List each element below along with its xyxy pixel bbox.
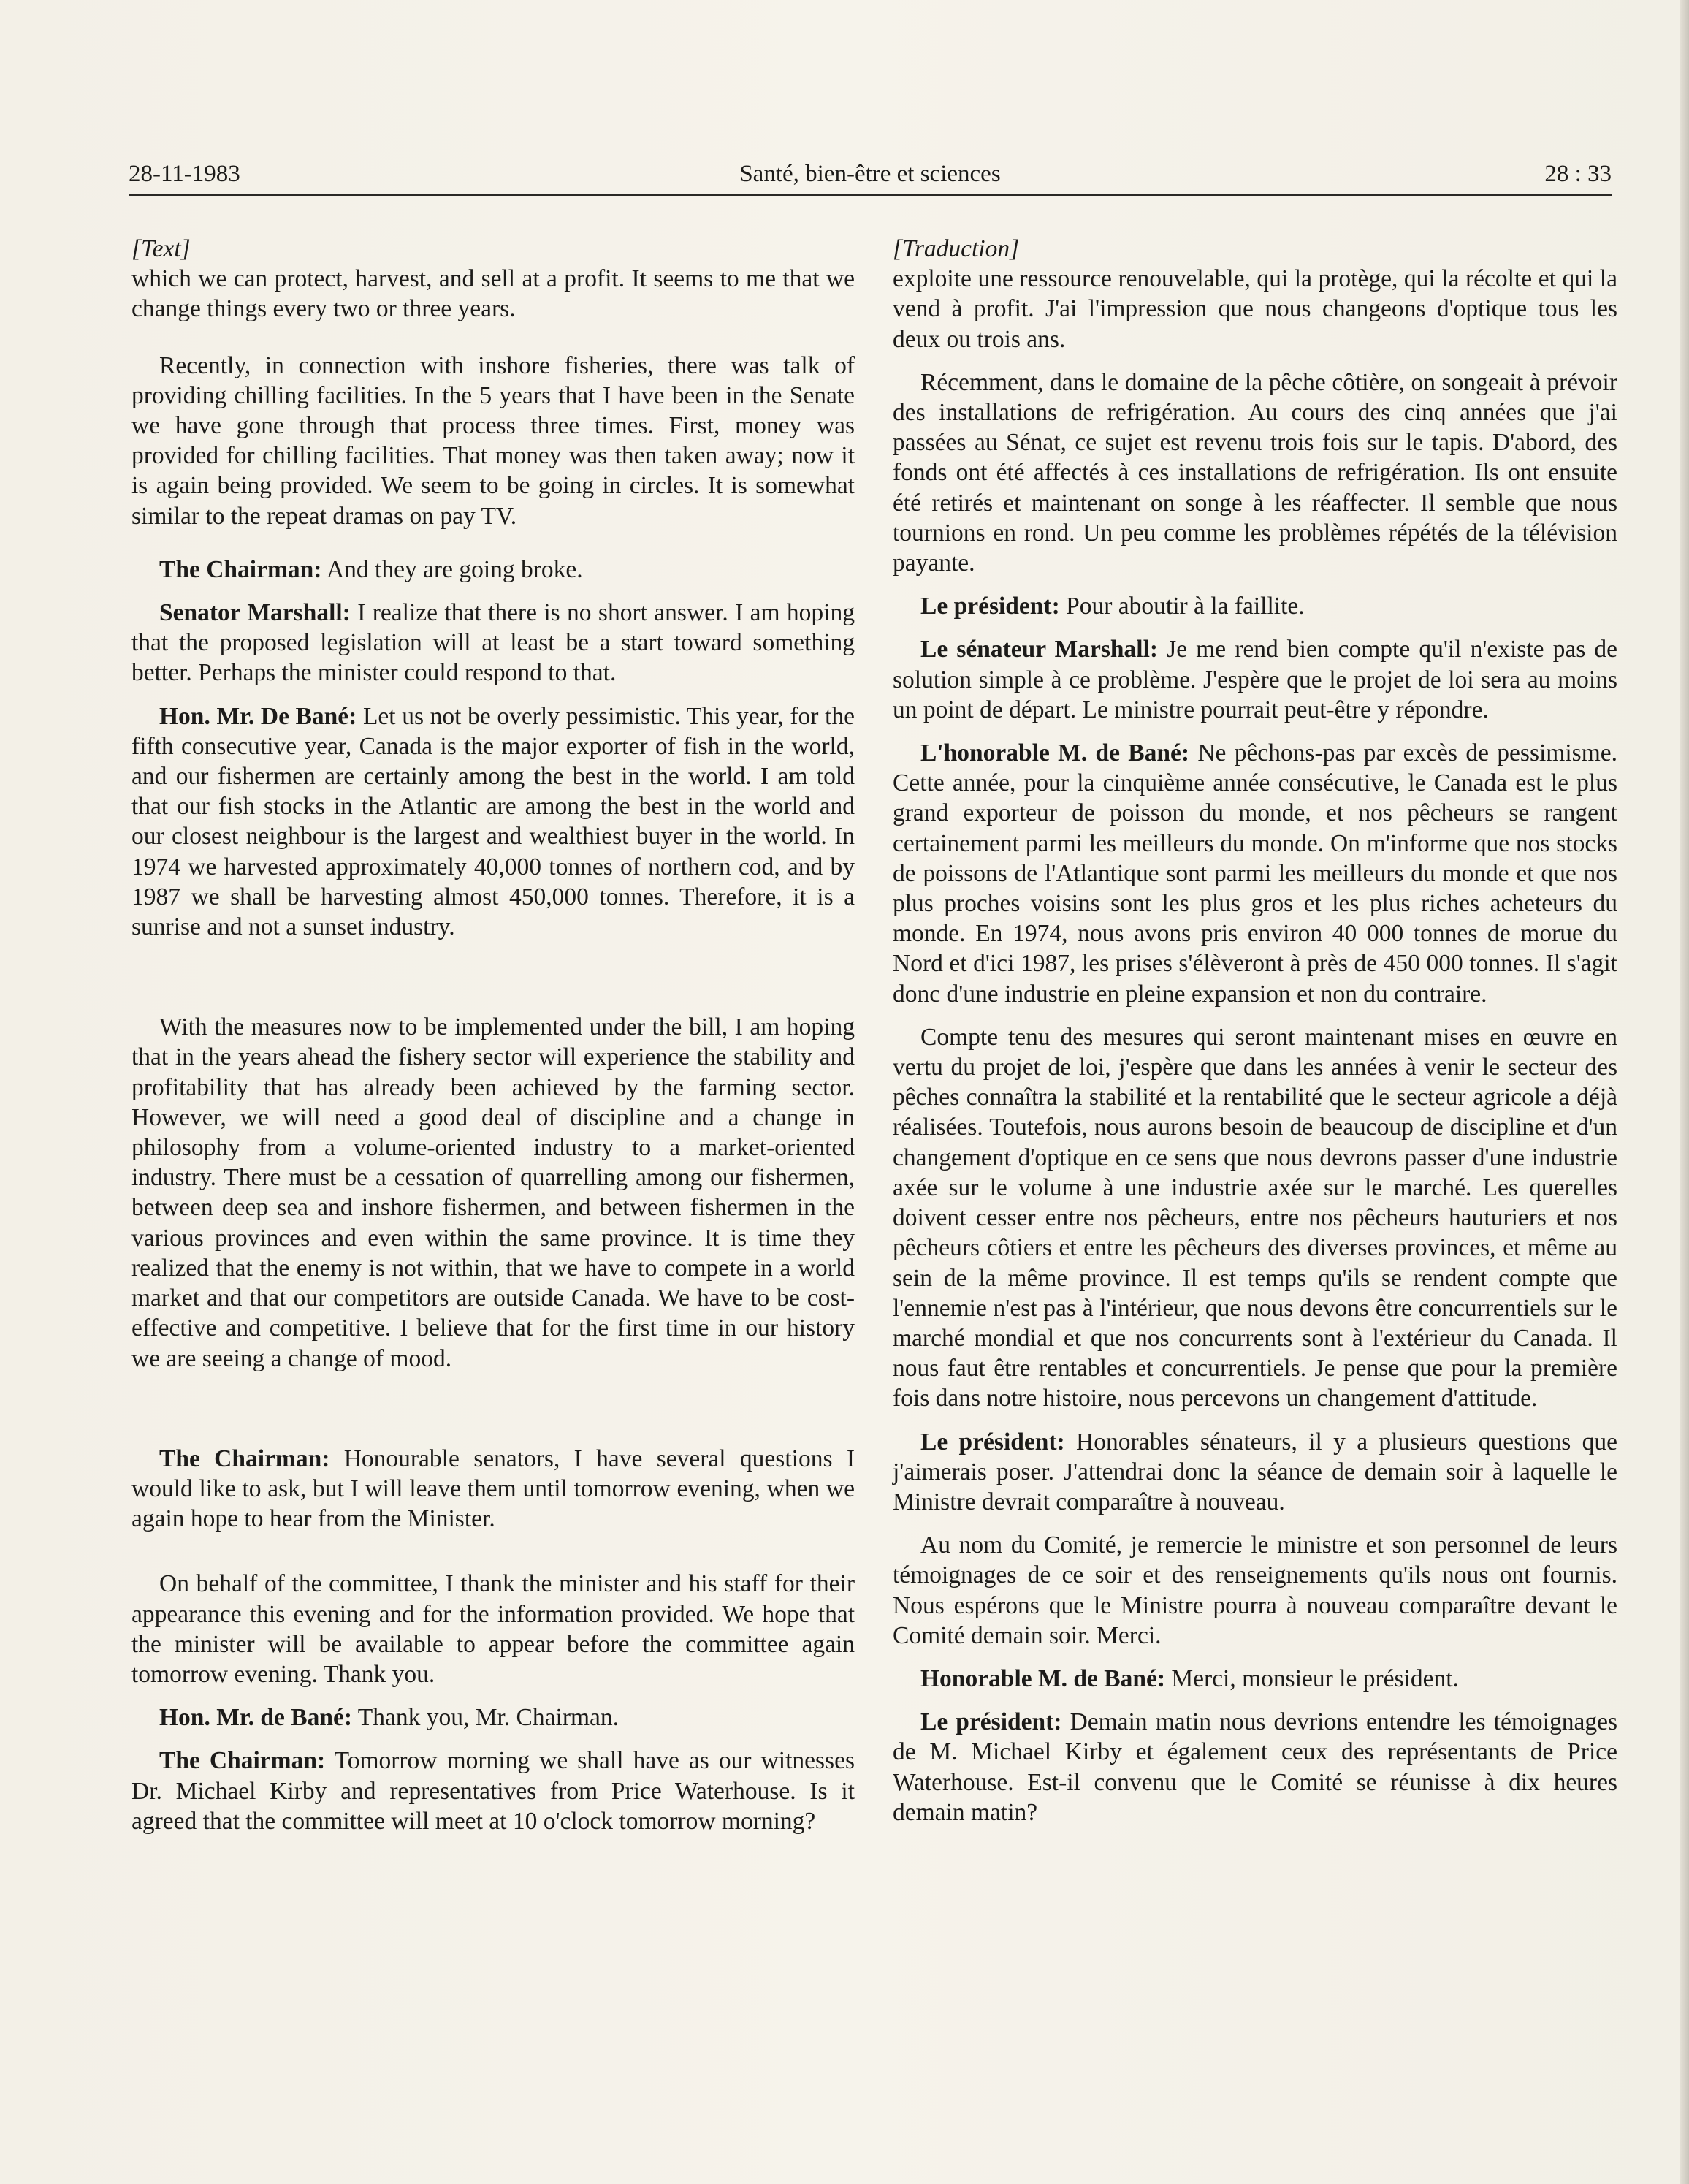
en-paragraph-4-text: I realize that there is no short answer. I am hoping that the proposed legislation will at least be a start toward something better. Perhaps the minister could respond to that. [131,599,855,687]
speaker-name: The Chairman: [159,1445,330,1472]
fr-paragraph-6-text: Compte tenu des mesures qui seront maintenant mises en œuvre en vertu du projet de loi, j'espère que dans les années à venir le secteur des pêches connaîtra la stabilité et la rentabilité que le secteur agricole a déjà réalisées. Toutefois, nous aurons besoin de beaucoup de discipline et d'un changement d'optique en ce sens que nous devrons passer d'une industrie axée sur le volume à une industrie axée sur le marché. Les querelles doivent cesser entre nos pêcheurs, entre nos pêcheurs hauturiers et nos pêcheurs côtiers et entre les pêcheurs des diverses provinces, et même au sein de la même province. Il est temps qu'ils se rendent compte que l'ennemie n'est pas à l'intérieur, que nous devons être concurrentiels sur le marché mondial et que nos concurrents sont à l'extérieur du Canada. Il nous faut être rentables et concurrentiels. Je pense que pour la première fois dans notre histoire, nous percevons un changement d'attitude. [893,1023,1617,1412]
fr-paragraph-6 [893,1022,1617,1414]
fr-paragraph-8-text: Au nom du Comité, je remercie le ministre et son personnel de leurs témoignages de ce soir et des renseignements qu'ils nous ont fournis. Nous espérons que le Ministre pourra à nouveau comparaître devant le Comité demain soir. Merci. [893,1532,1617,1649]
header-date: 28-11-1983 [129,161,240,187]
fr-paragraph-5 [893,738,1617,1009]
fr-paragraph-9-text: Merci, monsieur le président. [1164,1664,1459,1692]
header-page-number: 28 : 33 [1544,161,1612,187]
en-paragraph-7 [131,1444,855,1534]
speaker-name: Senator Marshall: [159,599,351,627]
en-paragraph-2-text: Recently, in connection with inshore fisheries, there was talk of providing chilling facilities. In the 5 years that I have been in the Senate we have gone through that process three times. First, money was provided for chilling facilities. That money was then taken away; now it is again being provided. We seem to be going in circles. It is somewhat similar to the repeat dramas on pay TV. [131,351,855,530]
fr-paragraph-10 [893,1707,1617,1827]
fr-paragraph-9 [893,1664,1617,1694]
en-paragraph-3-text: And they are going broke. [321,555,583,583]
fr-paragraph-1-text: exploite une ressource renouvelable, qui la protège, qui la récolte et qui la vend à profit. J'ai l'impression que nous changeons d'optique tous les deux ou trois ans. [893,265,1617,353]
fr-paragraph-3 [893,591,1617,621]
fr-paragraph-3-text: Pour aboutir à la faillite. [1059,593,1305,620]
en-paragraph-8-text: On behalf of the committee, I thank the minister and his staff for their appearance this evening and for the information provided. We hope that the minister will be available to appear before the committee again tomorrow evening. Thank you. [131,1570,855,1688]
en-paragraph-6-text: With the measures now to be implemented under the bill, I am hoping that in the years ahead the fishery sector will experience the stability and profitability that has already been achieved by the farming sector. However, we will need a good deal of discipline and a change in philosophy from a volume-oriented industry to a market-oriented industry. There must be a cessation of quarrelling among our fishermen, between deep sea and inshore fishermen, and between fishermen in the various provinces and even within the same province. It is time they realized that the enemy is not within, that we have to compete in a world market and that our competitors are outside Canada. We have to be cost-effective and competitive. I believe that for the first time in our history we are seeing a change of mood. [131,1013,855,1372]
speaker-name: The Chairman: [159,1747,326,1775]
speaker-name: Le président: [920,593,1060,620]
binding-edge [1680,0,1689,2184]
en-paragraph-2 [131,351,855,531]
en-paragraph-7-text: Honourable senators, I have several questions I would like to ask, but I will leave them until tomorrow evening, when we again hope to hear from the Minister. [131,1445,855,1533]
fr-paragraph-1 [893,264,1617,354]
speaker-name: Le président: [920,1428,1065,1456]
fr-paragraph-8 [893,1530,1617,1651]
running-header [129,158,1612,196]
en-paragraph-3 [131,555,855,585]
header-rule [129,194,1612,196]
en-paragraph-9-text: Thank you, Mr. Chairman. [351,1704,619,1732]
en-paragraph-1-text: which we can protect, harvest, and sell at a profit. It seems to me that we change things every two or three years. [131,265,855,323]
speaker-name: Le président: [920,1708,1062,1736]
speaker-name: Hon. Mr. de Bané: [159,1704,352,1732]
speaker-name: L'honorable M. de Bané: [920,739,1190,767]
en-paragraph-4 [131,598,855,688]
fr-paragraph-4-text: Je me rend bien compte qu'il n'existe pas de solution simple à ce problème. J'espère que le projet de loi sera au moins un point de départ. Le ministre pourrait peut-être y répondre. [893,636,1617,723]
french-label: [Traduction] [893,235,1020,262]
fr-paragraph-5-text: Ne pêchons-pas par excès de pessimisme. Cette année, pour la cinquième année consécutive, le Canada est le plus grand exporteur de poisson du monde, et nos pêcheurs se rangent certainement parmi les meilleurs du monde. On m'informe que nos stocks de poissons de l'Atlantique sont parmi les meilleurs du monde et que nos plus proches voisins sont les plus gros et les plus riches acheteurs du monde. En 1974, nous avons pris environ 40 000 tonnes de morue du Nord et d'ici 1987, les prises s'élèveront à près de 450 000 tonnes. Il s'agit donc d'une industrie en pleine expansion et non du contraire. [893,739,1617,1008]
en-paragraph-10 [131,1746,855,1836]
en-paragraph-5 [131,701,855,943]
en-paragraph-9 [131,1702,855,1732]
en-paragraph-1 [131,264,855,324]
en-paragraph-5-text: Let us not be overly pessimistic. This year, for the fifth consecutive year, Canada is the major exporter of fish in the world, and our fishermen are certainly among the best in the world. I am told that our fish stocks in the Atlantic are among the best in the world and our closest neighbour is the largest and wealthiest buyer in the world. In 1974 we harvested approximately 40,000 tonnes of northern cod, and by 1987 we shall be harvesting almost 450,000 tonnes. Therefore, it is a sunrise and not a sunset industry. [131,702,855,941]
english-column [131,234,855,1836]
fr-paragraph-7-text: Honorables sénateurs, il y a plusieurs questions que j'aimerais poser. J'attendrai donc la séance de demain soir à laquelle le Ministre devrait comparaître à nouveau. [893,1428,1617,1515]
en-paragraph-6 [131,1012,855,1373]
fr-paragraph-4 [893,634,1617,725]
fr-paragraph-10-text: Demain matin nous devrions entendre les témoignages de M. Michael Kirby et également ceux des représentants de Price Waterhouse. Est-il convenu que le Comité se réunisse à dix heures demain matin? [893,1708,1617,1826]
fr-paragraph-2 [893,368,1617,578]
speaker-name: Hon. Mr. De Bané: [159,702,357,730]
french-column [893,234,1617,1827]
speaker-name: Le sénateur Marshall: [920,636,1159,663]
fr-paragraph-2-text: Récemment, dans le domaine de la pêche côtière, on songeait à prévoir des installations de refrigération. Au cours des cinq années que j'ai passées au Sénat, ce sujet est revenu trois fois sur le tapis. D'abord, des fonds ont été affectés à ces installations de refrigération. Ils ont ensuite été retirés et maintenant on songe à les réaffecter. Il semble que nous tournions en rond. Un peu comme les problèmes répétés de la télévision payante. [893,368,1617,577]
en-paragraph-8 [131,1569,855,1689]
fr-paragraph-7 [893,1427,1617,1518]
speaker-name: The Chairman: [159,555,322,583]
en-paragraph-10-text: Tomorrow morning we shall have as our witnesses Dr. Michael Kirby and representatives from Price Waterhouse. Is it agreed that the committee will meet at 10 o'clock tomorrow morning? [131,1747,855,1835]
header-title: Santé, bien-être et sciences [739,161,1001,187]
english-label: [Text] [131,235,191,262]
speaker-name: Honorable M. de Bané: [920,1664,1165,1692]
